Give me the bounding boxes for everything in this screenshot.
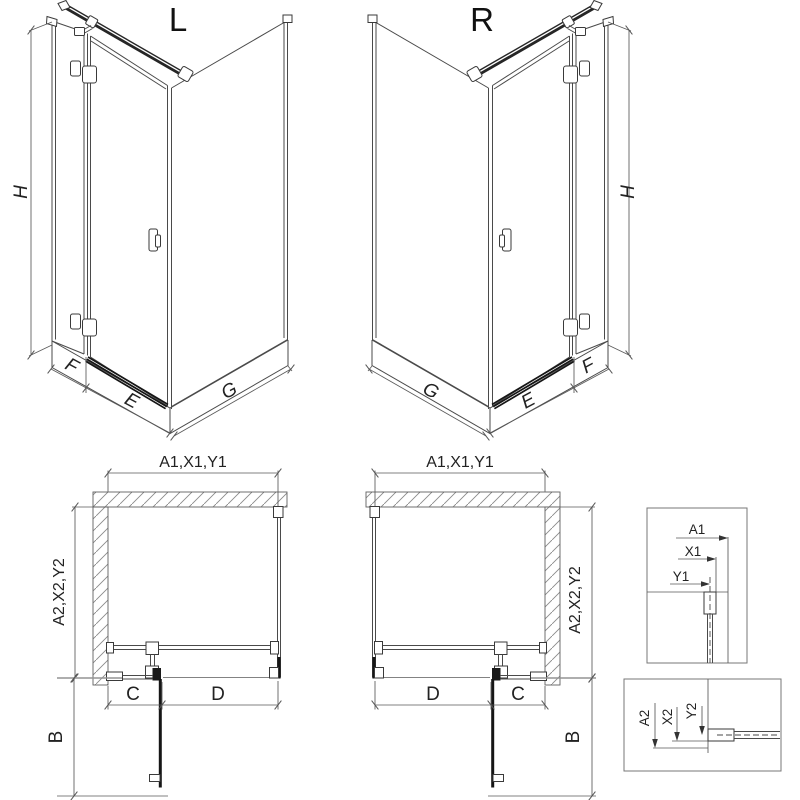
plan-door-label-left: D	[211, 684, 225, 705]
wall-top	[366, 492, 560, 507]
plan-view-right	[370, 507, 547, 788]
detail-top-dim-y: Y1	[672, 569, 690, 584]
dim-label-side-left: G	[217, 378, 241, 404]
variant-title-right: R	[470, 1, 494, 38]
plan-door-label-right: D	[426, 684, 440, 705]
dim-label-height-right: H	[618, 185, 639, 199]
wall-right	[545, 507, 560, 685]
plan-width-dims-left: A1,X1,Y1	[159, 454, 227, 471]
plan-swing-label-right: B	[563, 730, 584, 744]
detail-top-dim-x: X1	[684, 544, 702, 559]
plan-walls-right	[366, 492, 560, 685]
plan-fixed-label-left: C	[126, 684, 140, 705]
plan-depth-dims-left: A2,X2,Y2	[51, 558, 68, 626]
detail-top-dim-a: A1	[688, 522, 706, 537]
detail-bottom-dim-x: X2	[660, 708, 675, 726]
iso-dims-right	[366, 22, 633, 440]
detail-bottom-dim-a: A2	[637, 709, 652, 727]
detail-bottom-dim-y: Y2	[684, 702, 699, 720]
plan-fixed-label-right: C	[511, 684, 525, 705]
plan-width-dims-right: A1,X1,Y1	[426, 454, 494, 471]
plan-swing-label-left: B	[46, 730, 67, 744]
variant-title-left: L	[168, 1, 188, 38]
wall-left	[93, 507, 108, 685]
dim-label-return-left: F	[61, 354, 82, 379]
iso-view-right	[368, 1, 614, 434]
dim-label-height-left: H	[11, 185, 32, 199]
iso-view-left	[47, 1, 293, 434]
wall-top	[93, 492, 287, 507]
dim-label-side-right: G	[419, 378, 443, 404]
dim-label-door-right: E	[517, 388, 539, 414]
plan-depth-dims-right: A2,X2,Y2	[567, 566, 584, 634]
dim-label-return-right: F	[578, 354, 599, 379]
iso-dims-left	[28, 22, 295, 440]
plan-walls-left	[93, 492, 287, 685]
plan-view-left	[107, 507, 284, 788]
detail-glass	[708, 614, 713, 663]
dim-label-door-left: E	[121, 388, 143, 414]
